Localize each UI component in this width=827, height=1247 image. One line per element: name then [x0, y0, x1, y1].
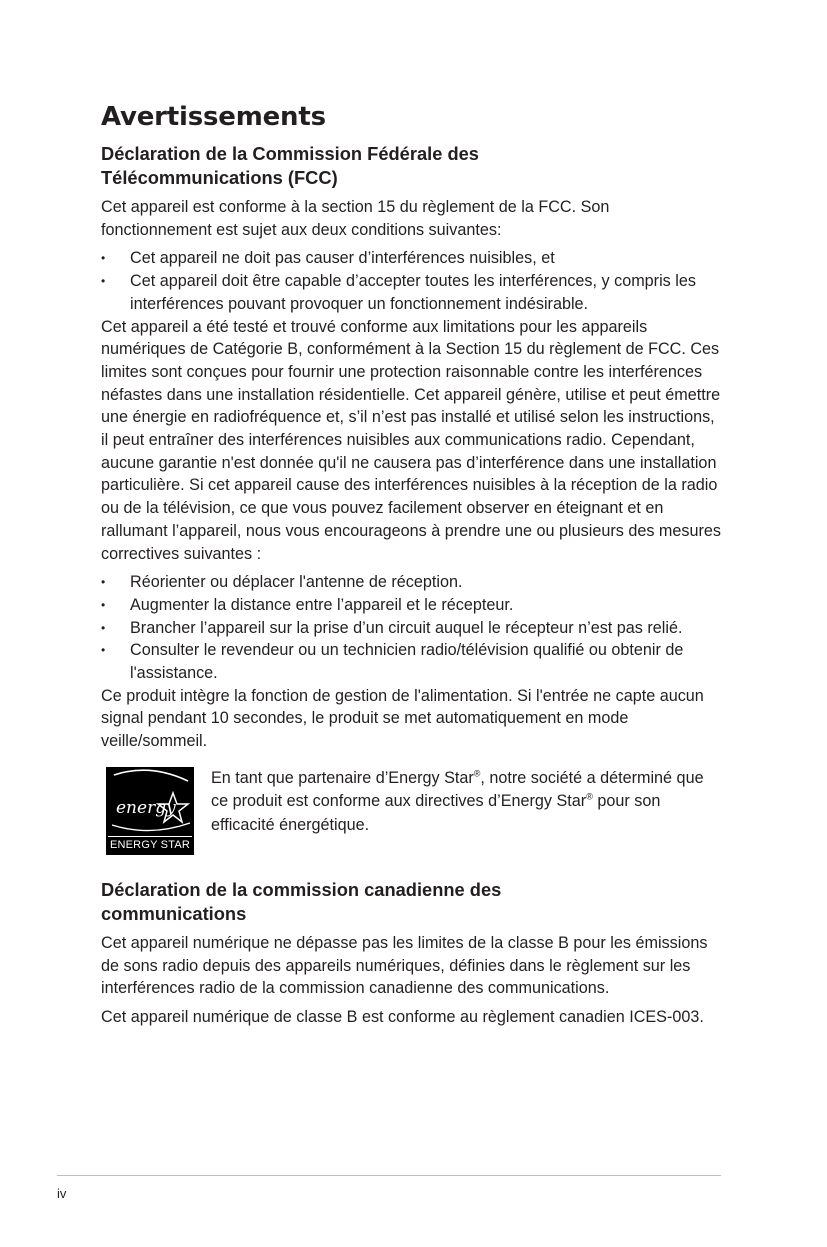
canada-heading [101, 878, 723, 926]
canada-para1: Cet appareil numérique ne dépasse pas les limites de la classe B pour les émissions de sons radio depuis des appareils numériques, définies dans le règlement sur les interférences radio de la commission canadienne des communications. [101, 933, 708, 998]
energy-text-part3: pour son efficacité énergétique. [211, 792, 661, 834]
list-item: • Cet appareil ne doit pas causer d’interférences nuisibles, et [101, 247, 723, 270]
page-number: iv [57, 1186, 67, 1201]
energy-star-text [211, 767, 723, 867]
canada-para2: Cet appareil numérique de classe B est conforme au règlement canadien ICES-003. [101, 1007, 704, 1026]
energy-text-part2: , notre société a déterminé que ce produit est conforme aux directives d’Energy Star [211, 768, 704, 811]
energy-star-logo [106, 767, 194, 855]
fcc-heading-line1: Déclaration de la Commission Fédérale des [101, 143, 479, 164]
fcc-conditions-list [101, 247, 723, 315]
list-item: • Brancher l’appareil sur la prise d’un circuit auquel le récepteur n’est pas relié. [101, 617, 723, 640]
energy-star-label: ENERGY STAR [108, 836, 192, 853]
canada-heading-line2: communications [101, 902, 247, 924]
fcc-heading [101, 142, 723, 190]
fcc-intro: Cet appareil est conforme à la section 15 du règlement de la FCC. Son fonctionnement est sujet aux deux conditions suivantes: [101, 198, 610, 239]
fcc-heading-line2: Télécommunications (FCC) [101, 167, 338, 188]
list-item: • Augmenter la distance entre l’appareil et le récepteur. [101, 594, 723, 617]
registered-mark: ® [473, 768, 481, 779]
energy-script-text: energy [116, 797, 176, 818]
footer-divider [57, 1175, 721, 1176]
list-item: • Réorienter ou déplacer l'antenne de réception. [101, 571, 723, 594]
canada-heading-line1: Déclaration de la commission canadienne des [101, 878, 502, 900]
fcc-measures-list [101, 571, 723, 685]
page-title: Avertissements [101, 102, 326, 132]
energy-star-block [101, 767, 723, 867]
list-item: • Consulter le revendeur ou un technicien radio/télévision qualifié ou obtenir de l'assistance. [101, 639, 723, 684]
registered-mark: ® [586, 791, 593, 802]
canada-section [101, 878, 723, 1029]
energy-star-paragraph [211, 767, 723, 838]
energy-text-part1: En tant que partenaire d’Energy Star [211, 768, 474, 787]
document-page [101, 100, 723, 1029]
power-management-note: Ce produit intègre la fonction de gestion de l'alimentation. Si l'entrée ne capte aucun signal pendant 10 secondes, le produit se met automatiquement en mode veille/sommeil. [101, 686, 704, 751]
list-item: • Cet appareil doit être capable d’accepter toutes les interférences, y compris les interférences pouvant provoquer un fonctionnement indésirable. [101, 270, 723, 315]
fcc-body: Cet appareil a été testé et trouvé conforme aux limitations pour les appareils numériques de Catégorie B, conformément à la Section 15 du règlement de FCC. Ces limites sont conçues pour fournir une protection raisonnable contre les interférences néfastes dans une installation résidentielle. Cet appareil génère, utilise et peut émettre une énergie en radiofréquence et, s’il n’est pas installé et utilisé selon les instructions, il peut entraîner des interférences nuisibles aux communications radio. Cependant, aucune garantie n'est donnée qu'il ne causera pas d’interférence dans une installation particulière. Si cet appareil cause des interférences nuisibles à la réception de la radio ou de la télévision, ce que vous pouvez facilement observer en éteignant et en rallumant l’appareil, nous vous encourageons à prendre une ou plusieurs des mesures correctives suivantes : [101, 317, 721, 563]
energy-star-icon [106, 767, 194, 837]
